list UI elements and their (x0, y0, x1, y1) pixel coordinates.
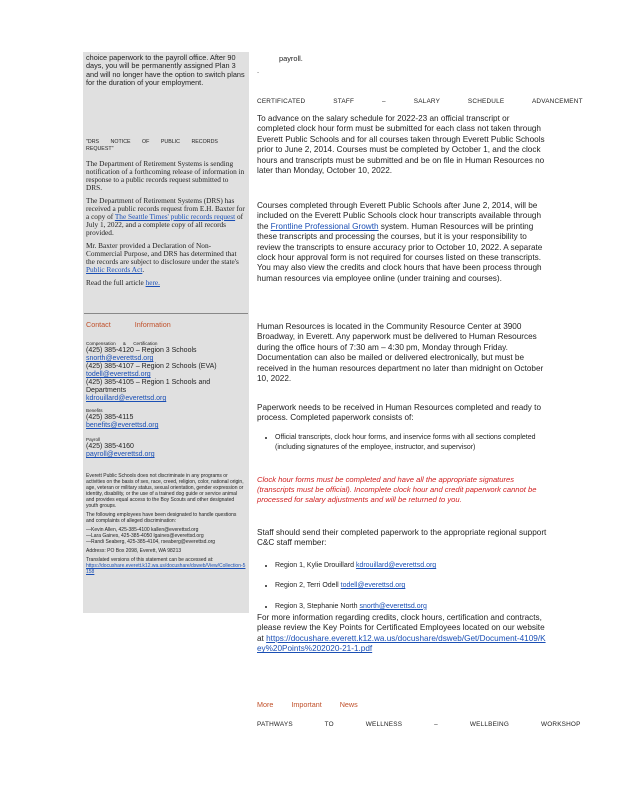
region-1-label: Region 1, Kylie Drouillard (275, 562, 356, 569)
seattle-times-link[interactable]: The Seattle Times' public records request (114, 212, 236, 221)
notice-paragraph-3 (86, 242, 246, 274)
designees-text: The following employees have been designated to handle questions and complaints of alleged discrimination: (86, 512, 237, 524)
payroll-email[interactable]: payroll@everettsd.org (86, 451, 155, 458)
main-top-text: payroll. (279, 54, 303, 63)
more-news-heading: More Important News (257, 700, 358, 709)
nondiscrimination-text: Everett Public Schools does not discriminate in any programs or activities on the basis of sex, race, creed, religion, color, national origin, age, veteran or military status, sexual orientation, gender expression or identity, disability, or the use of a trained dog guide or service animal and provides equal access to the Boy Scouts and other designated youth groups. (86, 473, 244, 509)
benefits-email[interactable]: benefits@everettsd.org (86, 422, 159, 429)
contact-compensation (86, 341, 246, 403)
contact-benefits (86, 408, 246, 430)
designee-3: —Randi Seaberg, 425-385-4104, rseaberg@everettsd.org (86, 539, 216, 545)
benefits-label: Benefits (86, 408, 103, 413)
notice-body (86, 160, 246, 287)
notice-paragraph-1: The Department of Retirement Systems is sending notification of a forthcoming release of information in response to a public records request submitted to DRS. (86, 159, 245, 192)
nondiscrimination-block (86, 473, 246, 575)
notice-p3-text-end: . (142, 265, 145, 274)
red-note: Clock hour forms must be completed and have all the appropriate signatures (transcripts must be official). Incomplete clock hour and credit paperwork cannot be processed for salary adjustments and will be returned to you. (257, 475, 537, 504)
compensation-label: Compensation & Certification (86, 341, 158, 346)
contact-heading: Contact Information (86, 320, 171, 329)
region-1-email[interactable]: kdrouillard@everettsd.org (355, 562, 437, 569)
region-2-label: Region 2, Terri Odell (275, 582, 341, 590)
region-3-email[interactable]: snorth@everettsd.org (359, 602, 427, 610)
region-1-item (275, 561, 549, 571)
payroll-label: Payroll (86, 437, 101, 442)
benefits-phone: (425) 385-4115 (86, 414, 134, 421)
translated-text: Translated versions of this statement can be accessed at: (86, 557, 214, 563)
public-records-act-link[interactable]: Public Records Act (86, 265, 143, 274)
read-more-text: Read the full article (86, 278, 146, 287)
p2-text: Courses completed through Everett Public Schools after June 2, 2014, will be included on the Everett Public Schools clock hour transcripts available through the (257, 201, 541, 231)
notice-p2-text: The Department of Retirement Systems (DRS) has received a public records request from E.H. Baxter for a copy of (86, 196, 245, 221)
notice-title: "DRS NOTICE OF PUBLIC RECORDS REQUEST" (86, 139, 218, 152)
paperwork-list (257, 433, 549, 463)
read-more-link[interactable]: here. (145, 278, 160, 287)
paragraph-regional-staff: Staff should send their completed paperwork to the appropriate regional support C&C staff member: (257, 528, 547, 548)
translated-link[interactable]: https://docushare.everett.k12.wa.us/docushare/dsweb/View/Collection-5158 (86, 563, 246, 575)
main-dot: . (257, 66, 260, 75)
paragraph-paperwork: Paperwork needs to be received in Human Resources completed and ready to process. Completed paperwork consists of: (257, 403, 541, 423)
heading-salary-schedule: CERTIFICATED STAFF – SALARY SCHEDULE ADVANCEMENT (257, 98, 583, 105)
frontline-link[interactable]: Frontline Professional Growth (270, 221, 379, 231)
paragraph-key-points (257, 613, 549, 655)
key-points-link[interactable]: https://docushare.everett.k12.wa.us/docushare/dsweb/Get/Document-4109/Key%20Points%202020-21-1.pdf (257, 633, 546, 654)
key-points-text: For more information regarding credits, clock hours, certification and contracts, please review the Key Points for Certificated Employees located on our website at (257, 613, 545, 643)
sidebar-divider (84, 313, 248, 314)
contact-payroll (86, 437, 246, 459)
payroll-phone: (425) 385-4160 (86, 443, 134, 450)
sidebar-intro: choice paperwork to the payroll office. After 90 days, you will be permanently assigned Plan 3 and will no longer have the option to switch plans for the duration of your employment. (86, 53, 245, 87)
comp-email-region2[interactable]: todell@everettsd.org (86, 371, 151, 378)
region-2-email[interactable]: todell@everettsd.org (340, 582, 406, 590)
notice-p3-text: Mr. Baxter provided a Declaration of Non-Commercial Purpose, and DRS has determined that the records are subject to disclosure under the state's (86, 241, 239, 266)
paragraph-frontline (257, 201, 549, 284)
comp-line-3: (425) 385-4107 – Region 2 Schools (EVA) (86, 363, 217, 370)
notice-paragraph-2 (86, 197, 246, 237)
read-more (86, 279, 246, 287)
region-3-item (275, 602, 549, 612)
paragraph-advance: To advance on the salary schedule for 2022-23 an official transcript or completed clock hour form must be submitted for each class not taken through Everett Public Schools and for all courses taken through Everett Public Schools prior to June 2, 2014. Courses must be completed by October 1, and the clock hours and transcripts must be submitted and be on file in Human Resources no later than Monday, October 10, 2022. (257, 114, 545, 176)
region-2-item (275, 581, 549, 591)
p2-text-end: system. Human Resources will be printing these transcripts and processing the courses, but it is your responsibility to review the transcripts to ensure accuracy prior to October 10, 2022. A separate clock hour approval form is not required for courses listed on these transcripts. You may also view the credits and clock hours that have been process through human resources via employee online (under training and courses). (257, 221, 543, 283)
comp-email-region1[interactable]: kdrouillard@everettsd.org (86, 395, 167, 402)
comp-line-5: (425) 385-4105 – Region 1 Schools and Departments (86, 379, 211, 394)
notice-p2-text-end: of July 1, 2022, and a complete copy of all records provided. (86, 212, 244, 237)
heading-wellness-workshop: PATHWAYS TO WELLNESS – WELLBEING WORKSHOP (257, 721, 581, 728)
district-address: Address: PO Box 2098, Everett, WA 98213 (86, 548, 182, 554)
designee-2: —Lara Gaines, 425-385-4050 lgaines@everettsd.org (86, 533, 204, 539)
region-3-label: Region 3, Stephanie North (275, 602, 360, 610)
comp-email-region3[interactable]: snorth@everettsd.org (86, 355, 154, 362)
bullet-official-transcripts: • Official transcripts, clock hour forms, and inservice forms with all sections completed (including signatures of the employee, instructor, and supervisor) (275, 433, 549, 453)
paragraph-location: Human Resources is located in the Community Resource Center at 3900 Broadway, in Everett. Any paperwork must be delivered to Human Resources during the office hours of 7:30 am – 4:30 pm, Monday through Friday. Documentation can also be mailed or delivered electronically, but must be received in the human resources department no later than midnight on October 10, 2022. (257, 322, 544, 384)
comp-line-1: (425) 385-4120 – Region 3 Schools (86, 347, 197, 354)
designee-1: —Kevin Allen, 425-385-4100 kallen@everettsd.org (86, 527, 199, 533)
